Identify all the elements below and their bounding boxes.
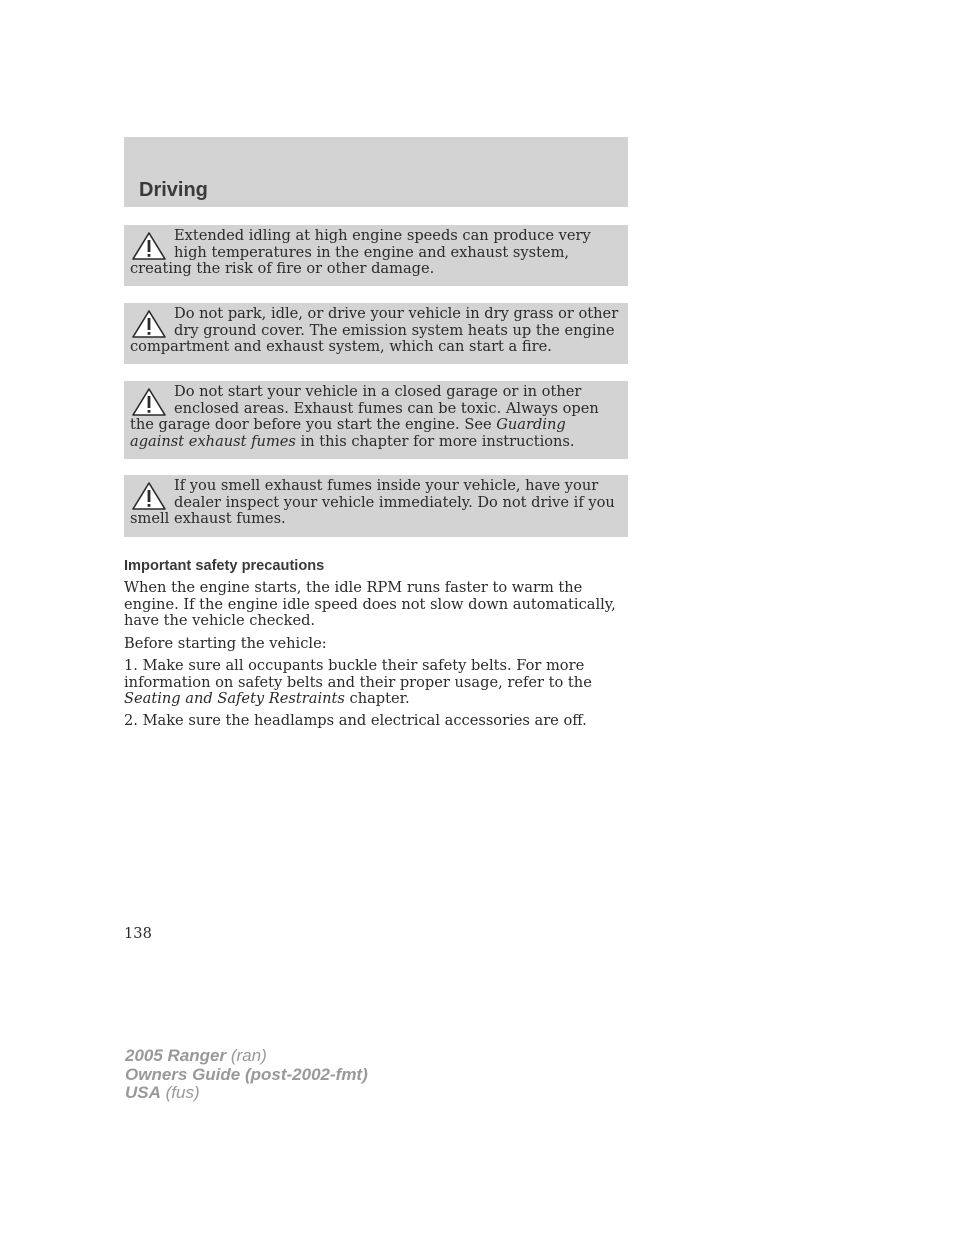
warning-triangle-icon	[130, 309, 168, 339]
page-number: 138	[124, 925, 152, 942]
warning-box-4	[124, 475, 628, 537]
warning-triangle-icon	[130, 481, 168, 511]
footer-line-3	[125, 1084, 368, 1103]
warning-text: If you smell exhaust fumes inside your vehicle, have your dealer inspect your vehicle immediately. Do not drive if you smell exhaust fumes.	[130, 477, 615, 527]
list-item	[124, 658, 630, 708]
warning-box-1	[124, 225, 628, 286]
warning-text: Extended idling at high engine speeds can produce very high temperatures in the engine and exhaust system, creating the risk of fire or other damage.	[130, 227, 591, 277]
paragraph: When the engine starts, the idle RPM runs faster to warm the engine. If the engine idle speed does not slow down automatically, have the vehicle checked.	[124, 579, 616, 629]
footer-model-code: (ran)	[226, 1046, 267, 1065]
warning-text: in this chapter for more instructions.	[295, 432, 575, 450]
list-item-text: chapter.	[344, 690, 410, 707]
warning-text: Do not start your vehicle in a closed garage or in other enclosed areas. Exhaust fumes can be toxic. Always open the garage door before you start the engine. See	[130, 383, 599, 433]
footer-model: 2005 Ranger	[125, 1046, 227, 1065]
footer-line-2	[125, 1066, 368, 1085]
section-title: Important safety precautions	[124, 558, 325, 574]
warning-text: Do not park, idle, or drive your vehicle in dry grass or other dry ground cover. The emission system heats up the engine compartment and exhaust system, which can start a fire.	[130, 305, 619, 355]
list-item-text: 1. Make sure all occupants buckle their safety belts. For more information on safety belts and their proper usage, refer to the	[124, 657, 592, 691]
footer-guide: Owners Guide (post-2002-fmt)	[125, 1064, 368, 1084]
footer-market: USA	[125, 1083, 161, 1102]
warning-box-2	[124, 303, 628, 364]
cross-reference: Guarding against exhaust fumes	[130, 416, 566, 450]
warning-triangle-icon	[130, 231, 168, 261]
footer-line-1	[125, 1047, 368, 1066]
warning-box-3	[124, 381, 628, 459]
footer-market-code: (fus)	[160, 1083, 200, 1102]
list-item: 2. Make sure the headlamps and electrical accessories are off.	[124, 712, 587, 729]
cross-reference: Seating and Safety Restraints	[124, 690, 345, 707]
warning-triangle-icon	[130, 387, 168, 417]
chapter-title: Driving	[139, 179, 208, 201]
chapter-header	[124, 137, 628, 207]
paragraph: Before starting the vehicle:	[124, 635, 327, 652]
document-footer	[125, 1047, 368, 1103]
